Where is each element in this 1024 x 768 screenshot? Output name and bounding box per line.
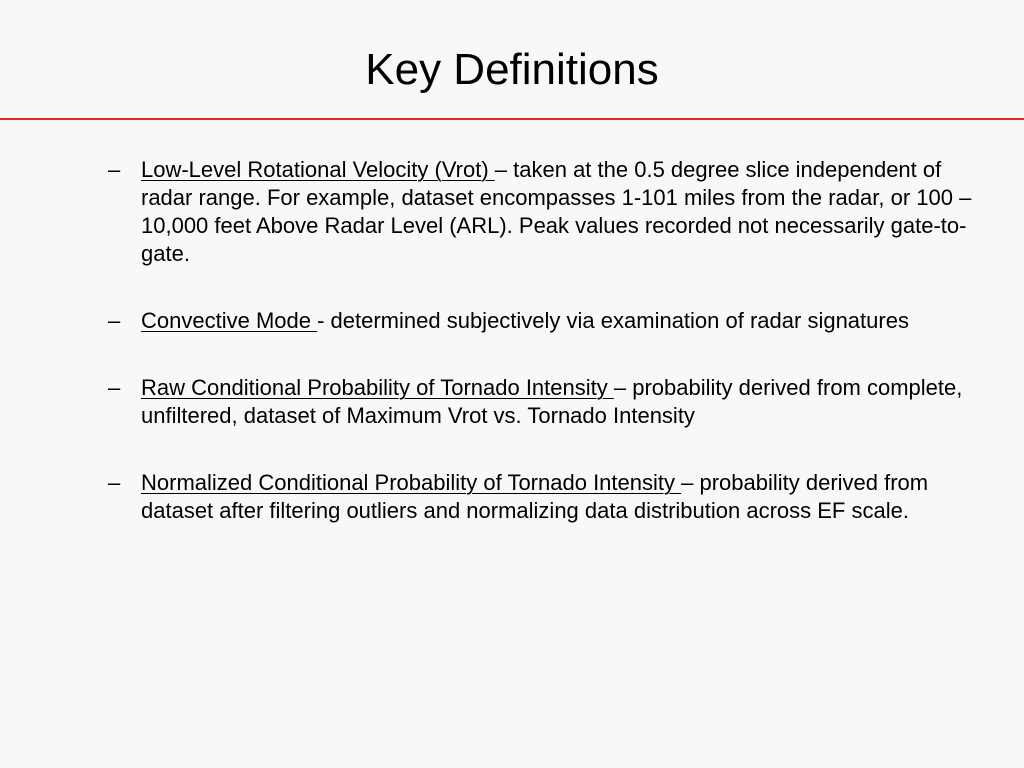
definition-term: Convective Mode (141, 308, 318, 333)
dash-bullet: – (108, 308, 121, 333)
definition-item (108, 307, 988, 335)
dash-bullet: – (108, 375, 121, 400)
definition-description: – probability derived from dataset after filtering outliers and normalizing data distribution across EF scale. (141, 470, 929, 523)
definition-item (108, 469, 988, 525)
definition-description: – probability derived from complete, unfiltered, dataset of Maximum Vrot vs. Tornado Intensity (141, 375, 963, 428)
definitions-list (108, 156, 988, 525)
dash-bullet: – (108, 157, 121, 182)
definition-description: - determined subjectively via examination of radar signatures (317, 308, 909, 333)
dash-bullet: – (108, 470, 121, 495)
definition-term: Low-Level Rotational Velocity (Vrot) (141, 157, 495, 182)
definition-term: Raw Conditional Probability of Tornado Intensity (141, 375, 614, 400)
definition-term: Normalized Conditional Probability of Tornado Intensity (141, 470, 682, 495)
definition-item (108, 374, 988, 430)
title-divider-line (0, 118, 1024, 120)
definition-description: – taken at the 0.5 degree slice independent of radar range. For example, dataset encompasses 1-101 miles from the radar, or 100 – 10,000 feet Above Radar Level (ARL). Peak values recorded not necessarily gate-to-gate. (141, 157, 972, 266)
slide-title: Key Definitions (365, 45, 659, 94)
definition-item (108, 156, 988, 268)
